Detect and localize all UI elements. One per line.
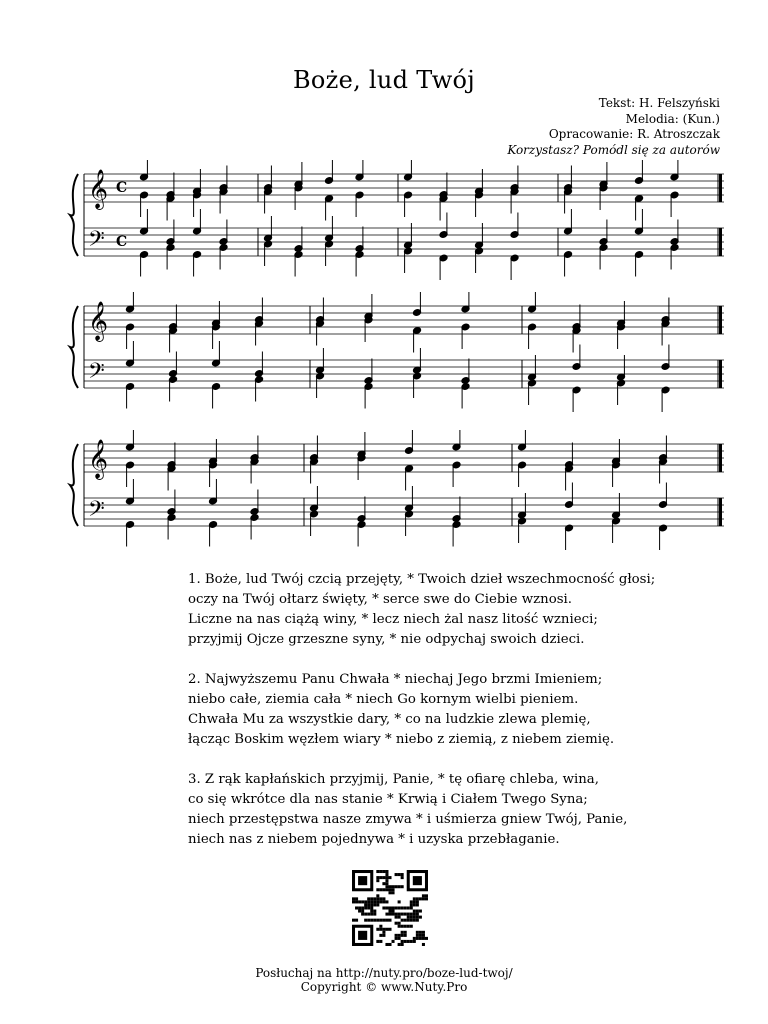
time-signature: C [116, 234, 128, 250]
treble-clef-icon: 𝄞 [88, 301, 109, 341]
qr-module [410, 900, 413, 903]
qr-module [407, 916, 410, 919]
qr-module [413, 919, 416, 922]
qr-module [355, 906, 358, 909]
qr-module [379, 900, 382, 903]
qr-module [382, 928, 385, 931]
qr-module [416, 919, 419, 922]
qr-module [388, 891, 391, 894]
stanza [188, 770, 648, 850]
qr-module [401, 925, 404, 928]
qr-module [392, 940, 395, 943]
qr-module [355, 900, 358, 903]
treble-clef-icon: 𝄞 [88, 169, 109, 209]
qr-module [379, 876, 382, 879]
qr-module [364, 903, 367, 906]
qr-module [392, 891, 395, 894]
qr-module [388, 906, 391, 909]
qr-module [376, 900, 379, 903]
qr-module [410, 906, 413, 909]
qr-module [382, 870, 385, 873]
qr-module [382, 906, 385, 909]
qr-finder-core [358, 931, 367, 940]
qr-module [385, 882, 388, 885]
qr-module [416, 903, 419, 906]
qr-module [416, 913, 419, 916]
qr-module [385, 879, 388, 882]
composer: Melodia: (Kun.) [625, 111, 720, 126]
stanza [188, 570, 656, 650]
qr-module [407, 913, 410, 916]
qr-module [376, 870, 379, 873]
qr-module [373, 903, 376, 906]
footer [0, 966, 768, 994]
qr-module [398, 906, 401, 909]
qr-module [379, 925, 382, 928]
qr-module [376, 879, 379, 882]
qr-module [416, 910, 419, 913]
qr-module [364, 913, 367, 916]
qr-module [385, 906, 388, 909]
qr-module [416, 934, 419, 937]
final-barline [719, 360, 722, 388]
lyric-line: niebo całe, ziemia cała * niech Go kornym wielbi pieniem. [188, 692, 579, 707]
qr-module [376, 897, 379, 900]
qr-module [395, 916, 398, 919]
qr-module [410, 916, 413, 919]
qr-module [376, 894, 379, 897]
lyric-line: łącząc Boskim węzłem wiary * niebo z ziemią, z niebem ziemię. [188, 732, 615, 747]
qr-module [388, 913, 391, 916]
qr-module [416, 937, 419, 940]
listen-link[interactable]: Posłuchaj na http://nuty.pro/boze-lud-twoj/ [255, 966, 513, 980]
final-barline [719, 306, 722, 334]
lyric-line: co się wkrótce dla nas stanie * Krwią i Ciałem Twego Syna; [188, 792, 588, 807]
qr-module [407, 906, 410, 909]
qr-module [419, 910, 422, 913]
qr-module [413, 916, 416, 919]
qr-module [398, 916, 401, 919]
qr-module [404, 913, 407, 916]
qr-module [376, 903, 379, 906]
qr-module [401, 873, 404, 876]
qr-module [385, 919, 388, 922]
qr-module [376, 919, 379, 922]
qr-module [404, 940, 407, 943]
qr-module [395, 885, 398, 888]
qr-module [382, 919, 385, 922]
qr-module [385, 885, 388, 888]
qr-module [410, 919, 413, 922]
time-signature: C [116, 180, 128, 196]
stanza [188, 670, 648, 750]
qr-module [404, 934, 407, 937]
lyric-line: niech nas z niebem pojednywa * i uzyska przebłaganie. [188, 832, 560, 847]
treble-clef-icon: 𝄞 [88, 439, 109, 479]
qr-module [398, 925, 401, 928]
qr-module [370, 903, 373, 906]
lyrics [188, 570, 656, 870]
qr-module [367, 903, 370, 906]
qr-module [379, 888, 382, 891]
qr-module [364, 906, 367, 909]
qr-module [395, 873, 398, 876]
qr-module [413, 897, 416, 900]
qr-module [419, 931, 422, 934]
qr-finder-core [413, 876, 422, 885]
qr-module [422, 931, 425, 934]
qr-module [404, 906, 407, 909]
lyricist: Tekst: H. Felszyński [598, 96, 720, 110]
qr-module [401, 940, 404, 943]
qr-module [416, 931, 419, 934]
qr-module [413, 900, 416, 903]
qr-module [382, 931, 385, 934]
arranger: Opracowanie: R. Atroszczak [548, 127, 720, 141]
qr-module [398, 873, 401, 876]
qr-module [361, 906, 364, 909]
qr-module [385, 913, 388, 916]
qr-module [388, 876, 391, 879]
qr-module [382, 897, 385, 900]
qr-module [370, 906, 373, 909]
qr-module [401, 934, 404, 937]
qr-module [407, 919, 410, 922]
lyric-line: 2. Najwyższemu Panu Chwała * niechaj Jego brzmi Imieniem; [188, 672, 603, 687]
qr-module [422, 943, 425, 946]
qr-module [419, 937, 422, 940]
qr-module [422, 937, 425, 940]
qr-module [376, 928, 379, 931]
final-barline [719, 444, 722, 472]
qr-module [413, 910, 416, 913]
qr-module [395, 913, 398, 916]
qr-module [392, 906, 395, 909]
qr-module [410, 925, 413, 928]
bass-clef-icon: 𝄢 [88, 227, 105, 257]
qr-module [373, 919, 376, 922]
qr-module [355, 919, 358, 922]
prayer-request: Korzystasz? Pomódl się za autorów [507, 142, 720, 157]
qr-module [416, 900, 419, 903]
qr-module [382, 934, 385, 937]
qr-module [373, 900, 376, 903]
qr-module [425, 937, 428, 940]
lyric-line: 3. Z rąk kapłańskich przyjmij, Panie, * tę ofiarę chleba, wina, [188, 772, 599, 787]
qr-module [361, 913, 364, 916]
qr-module [364, 919, 367, 922]
qr-module [392, 885, 395, 888]
qr-module [373, 913, 376, 916]
qr-module [379, 919, 382, 922]
qr-module [352, 919, 355, 922]
qr-module [398, 934, 401, 937]
qr-module [398, 885, 401, 888]
qr-module [425, 897, 428, 900]
qr-module [404, 931, 407, 934]
final-barline [719, 228, 722, 256]
qr-module [352, 900, 355, 903]
qr-module [367, 913, 370, 916]
qr-module [401, 913, 404, 916]
qr-module [388, 943, 391, 946]
qr-module [425, 894, 428, 897]
bass-clef-icon: 𝄢 [88, 359, 105, 389]
qr-module [401, 943, 404, 946]
qr-module [370, 897, 373, 900]
qr-module [382, 876, 385, 879]
qr-module [361, 900, 364, 903]
qr-module [401, 919, 404, 922]
qr-module [413, 913, 416, 916]
qr-module [367, 906, 370, 909]
lyric-line: 1. Boże, lud Twój czcią przejęty, * Twoich dzieł wszechmocność głosi; [188, 572, 656, 587]
qr-module [398, 913, 401, 916]
qr-module [385, 928, 388, 931]
qr-module [385, 870, 388, 873]
qr-module [388, 888, 391, 891]
qr-module [401, 906, 404, 909]
qr-module [410, 913, 413, 916]
qr-module [379, 897, 382, 900]
qr-module [416, 897, 419, 900]
qr-module [379, 928, 382, 931]
qr-module [358, 900, 361, 903]
qr-module [379, 870, 382, 873]
qr-module [370, 910, 373, 913]
qr-module [367, 897, 370, 900]
qr-module [395, 922, 398, 925]
qr-module [367, 919, 370, 922]
qr-module [410, 940, 413, 943]
qr-module [413, 903, 416, 906]
qr-module [398, 922, 401, 925]
qr-module [388, 910, 391, 913]
qr-module [376, 940, 379, 943]
qr-module [407, 925, 410, 928]
lyric-line: Chwała Mu za wszystkie dary, * co na ludzkie zlewa plemię, [188, 712, 591, 727]
qr-module [401, 931, 404, 934]
qr-finder-core [358, 876, 367, 885]
qr-module [376, 888, 379, 891]
brace [70, 174, 78, 256]
qr-module [422, 897, 425, 900]
qr-module [410, 903, 413, 906]
qr-module [355, 897, 358, 900]
qr-module [404, 919, 407, 922]
qr-module [388, 885, 391, 888]
qr-module [398, 937, 401, 940]
qr-module [385, 888, 388, 891]
qr-module [398, 943, 401, 946]
lyric-line: niech przestępstwa nasze zmywa * i uśmierza gniew Twój, Panie, [188, 812, 628, 827]
score-system-3 [0, 430, 768, 580]
qr-module [395, 937, 398, 940]
qr-module [358, 906, 361, 909]
qr-module [376, 876, 379, 879]
qr-module [419, 897, 422, 900]
brace [70, 306, 78, 388]
score-system-2 [0, 292, 768, 432]
qr-module [401, 885, 404, 888]
qr-module [385, 873, 388, 876]
score-system-1 [0, 160, 768, 300]
copyright: Copyright © www.Nuty.Pro [300, 980, 468, 994]
qr-module [358, 910, 361, 913]
qr-module [416, 916, 419, 919]
qr-module [413, 940, 416, 943]
qr-module [407, 940, 410, 943]
final-barline [719, 498, 722, 526]
qr-module [367, 900, 370, 903]
final-barline [719, 174, 722, 202]
qr-module [388, 928, 391, 931]
qr-module [382, 882, 385, 885]
qr-module [364, 900, 367, 903]
bass-clef-icon: 𝄢 [88, 497, 105, 527]
qr-module [370, 900, 373, 903]
brace [70, 444, 78, 526]
qr-module [422, 934, 425, 937]
qr-module [404, 925, 407, 928]
qr-module [392, 910, 395, 913]
qr-module [422, 894, 425, 897]
credits [507, 96, 720, 158]
qr-module [352, 897, 355, 900]
qr-module [373, 897, 376, 900]
lyric-line: przyjmij Ojcze grzeszne syny, * nie odpychaj swoich dzieci. [188, 632, 585, 647]
qr-module [413, 937, 416, 940]
qr-module [370, 913, 373, 916]
qr-module [373, 910, 376, 913]
lyric-line: oczy na Twój ołtarz święty, * serce swe do Ciebie wznosi. [188, 592, 573, 607]
qr-module [379, 940, 382, 943]
qr-module [395, 906, 398, 909]
qr-module [385, 876, 388, 879]
qr-module [395, 934, 398, 937]
qr-module [379, 934, 382, 937]
qr-module [392, 888, 395, 891]
qr-module [385, 943, 388, 946]
qr-module [419, 934, 422, 937]
qr-module [370, 919, 373, 922]
qr-module [385, 900, 388, 903]
qr-module [361, 910, 364, 913]
qr-module [419, 916, 422, 919]
qr-module [401, 876, 404, 879]
qr-module [382, 900, 385, 903]
qr-module [382, 888, 385, 891]
qr-module [398, 900, 401, 903]
page-title: Boże, lud Twój [292, 66, 476, 94]
qr-module [388, 919, 391, 922]
qr-module [392, 913, 395, 916]
lyric-line: Liczne na nas ciążą winy, * lecz niech żal nasz litość wznieci; [188, 612, 598, 627]
qr-code[interactable] [352, 870, 428, 946]
